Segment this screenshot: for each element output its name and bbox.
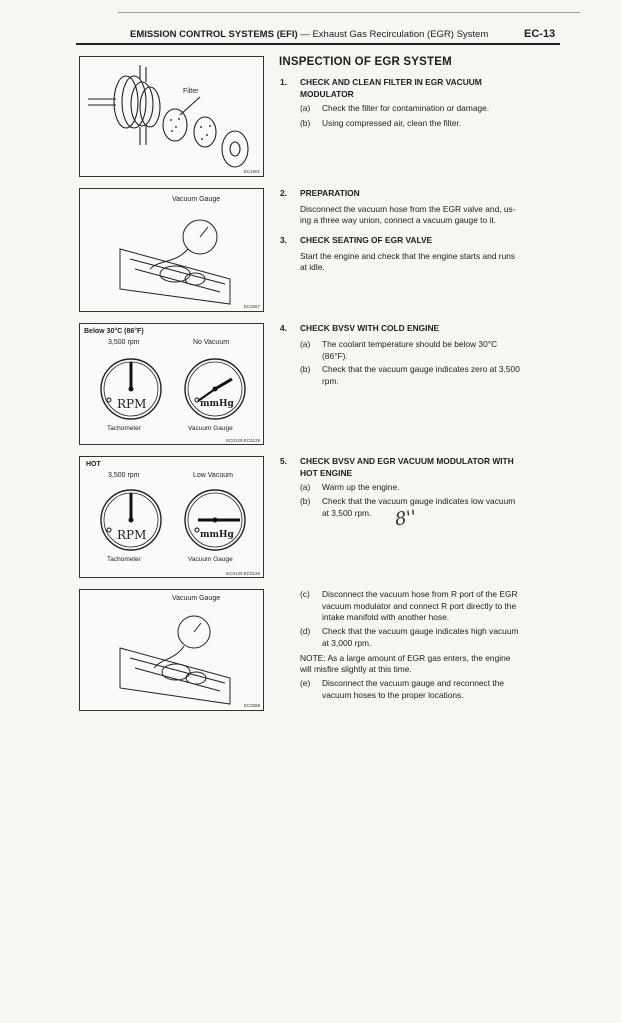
cold-figure-code: EC0129 EC0128 xyxy=(226,438,260,443)
header-rule xyxy=(76,43,560,45)
figure-filter-code: EC1901 xyxy=(243,169,260,174)
step-5-number: 5. xyxy=(280,456,287,466)
step-1b-letter: (b) xyxy=(300,118,311,128)
step-1-heading-line1: CHECK AND CLEAN FILTER IN EGR VACUUM xyxy=(300,77,482,87)
step-5c-text-line2: vacuum modulator and connect R port directly to the xyxy=(322,600,517,611)
vacuum-needle xyxy=(215,379,232,389)
step-5a-text: Warm up the engine. xyxy=(322,482,400,492)
step-3-heading: CHECK SEATING OF EGR VALVE xyxy=(300,235,433,245)
step-5-note-line2: will misfire slightly at this time. xyxy=(300,664,412,674)
step-5d-text-line1: Check that the vacuum gauge indicates high vacuum xyxy=(322,626,519,636)
step-5b-text-line2: at 3,500 rpm. xyxy=(322,507,372,518)
engine-gauge-illustration xyxy=(80,189,263,311)
hot-condition-label: HOT xyxy=(86,461,101,468)
cold-dial-rpm: RPM xyxy=(117,397,147,411)
cold-vacuum-label: No Vacuum xyxy=(193,339,230,346)
step-5d xyxy=(300,626,560,650)
handwritten-annotation: 8'' xyxy=(393,506,418,531)
step-1a xyxy=(300,103,560,115)
step-4a-letter: (a) xyxy=(300,339,311,349)
step-4b-text-line2: rpm. xyxy=(322,375,339,386)
step-4b-text-line1: Check that the vacuum gauge indicates zero at 3,500 xyxy=(322,364,520,374)
header-top-rule xyxy=(118,12,580,13)
figure-modulator-gauge-label: Vacuum Gauge xyxy=(172,595,221,602)
step-4b-letter: (b) xyxy=(300,364,311,374)
cold-rpm-label: 3,500 rpm xyxy=(108,339,140,346)
step-1-heading-line2: MODULATOR xyxy=(300,88,354,99)
step-5e xyxy=(300,678,560,702)
step-5c xyxy=(300,589,560,625)
cold-dial-mmhg: mmHg xyxy=(200,399,234,409)
step-5b xyxy=(300,496,560,520)
step-4-number: 4. xyxy=(280,323,287,333)
filter-illustration xyxy=(80,57,263,176)
cold-vacuum-gauge-label: Vacuum Gauge xyxy=(188,425,233,432)
step-4b xyxy=(300,364,560,388)
step-5e-text-line2: vacuum hoses to the proper locations. xyxy=(322,689,464,700)
hot-vacuum-label: Low Vacuum xyxy=(193,472,233,479)
step-3-body-line1: Start the engine and check that the engine starts and runs xyxy=(300,251,516,261)
hot-tachometer-label: Tachometer xyxy=(107,556,141,563)
cold-tachometer-label: Tachometer xyxy=(107,425,141,432)
step-2-body-line2: ing a three way union, connect a vacuum gauge to it. xyxy=(300,215,497,225)
figure-modulator-gauge-code: EC2568 xyxy=(243,703,260,708)
step-5b-letter: (b) xyxy=(300,496,311,506)
step-5c-text-line3: intake manifold with another hose. xyxy=(322,612,450,622)
step-4 xyxy=(280,323,570,335)
header-title xyxy=(130,29,488,40)
step-5-note-line1: NOTE: As a large amount of EGR gas enters, the engine xyxy=(300,653,511,663)
hot-vacuum-gauge-label: Vacuum Gauge xyxy=(188,556,233,563)
hot-dial-rpm: RPM xyxy=(117,528,147,542)
section-title: INSPECTION OF EGR SYSTEM xyxy=(279,56,452,68)
step-2 xyxy=(280,188,570,200)
figure-vacuum-gauge-engine xyxy=(79,188,264,312)
step-1 xyxy=(280,77,570,101)
step-5a-letter: (a) xyxy=(300,482,311,492)
modulator-gauge-illustration xyxy=(80,590,263,710)
step-5e-letter: (e) xyxy=(300,678,311,688)
step-5-heading-line1: CHECK BVSV AND EGR VACUUM MODULATOR WITH xyxy=(300,456,514,466)
page-number: EC-13 xyxy=(524,28,556,40)
step-1b-text: Using compressed air, clean the filter. xyxy=(322,118,462,128)
step-4-heading: CHECK BVSV WITH COLD ENGINE xyxy=(300,323,440,333)
figure-filter xyxy=(79,56,264,177)
step-3-number: 3. xyxy=(280,235,287,245)
step-5 xyxy=(280,456,570,480)
step-5b-text-line1: Check that the vacuum gauge indicates low vacuum xyxy=(322,496,516,506)
hot-figure-code: EC0130 EC0128 xyxy=(226,571,260,576)
step-5c-letter: (c) xyxy=(300,589,310,599)
step-5c-text-line1: Disconnect the vacuum hose from R port of the EGR xyxy=(322,589,518,599)
hot-dial-mmhg: mmHg xyxy=(200,530,234,540)
figure-vacuum-gauge-code: EC2567 xyxy=(243,304,260,309)
step-1b xyxy=(300,118,560,130)
step-5e-text-line1: Disconnect the vacuum gauge and reconnect the xyxy=(322,678,505,688)
figure-vacuum-gauge-modulator xyxy=(79,589,264,711)
step-4a-text-line1: The coolant temperature should be below 30°C xyxy=(322,339,498,349)
figure-filter-label: Filter xyxy=(183,88,199,95)
step-2-body-line1: Disconnect the vacuum hose from the EGR valve and, us- xyxy=(300,204,516,214)
step-3 xyxy=(280,235,570,247)
step-1a-letter: (a) xyxy=(300,103,311,113)
step-5a xyxy=(300,482,560,494)
step-5d-letter: (d) xyxy=(300,626,311,636)
step-4a xyxy=(300,339,560,363)
cold-condition-label: Below 30°C (86°F) xyxy=(84,328,144,335)
figure-vacuum-gauge-label: Vacuum Gauge xyxy=(172,196,221,203)
step-3-body-line2: at idle. xyxy=(300,262,325,272)
step-2-number: 2. xyxy=(280,188,287,198)
step-2-heading: PREPARATION xyxy=(300,188,360,198)
header-title-rest: — Exhaust Gas Recirculation (EGR) System xyxy=(297,29,489,40)
figure-hot-gauges xyxy=(79,456,264,578)
step-5d-text-line2: at 3,000 rpm. xyxy=(322,637,372,648)
step-4a-text-line2: (86°F). xyxy=(322,350,348,361)
step-1-number: 1. xyxy=(280,77,287,87)
step-5-heading-line2: HOT ENGINE xyxy=(300,467,353,478)
hot-rpm-label: 3,500 rpm xyxy=(108,472,140,479)
step-1a-text: Check the filter for contamination or damage. xyxy=(322,103,490,113)
figure-cold-gauges xyxy=(79,323,264,445)
header-title-bold: EMISSION CONTROL SYSTEMS (EFI) xyxy=(130,29,298,40)
